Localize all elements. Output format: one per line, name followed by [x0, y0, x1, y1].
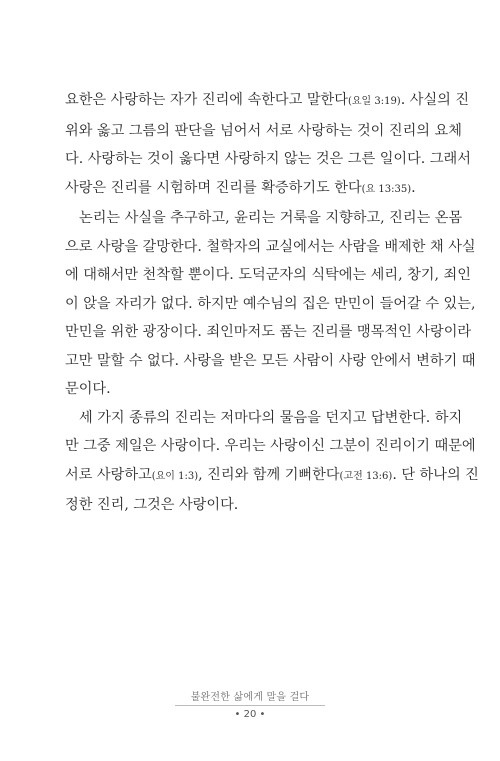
text-line: [65, 233, 476, 262]
text-segment: 만민을 위한 광장이다. 죄인마저도 품는 진리를 맹목적인 사랑이라: [65, 324, 472, 340]
scripture-reference: (요일 3:19): [347, 96, 401, 107]
text-segment: 고만 말할 수 없다. 사랑을 받은 모든 사람이 사랑 안에서 변하기 때: [65, 352, 476, 369]
text-segment: 문이다.: [65, 381, 111, 397]
text-line: [65, 461, 479, 492]
text-segment: 다. 사랑하는 것이 옳다면 사랑하지 않는 것은 그른 일이다. 그래서: [65, 151, 471, 167]
text-line: [65, 145, 471, 174]
text-segment: 요한은 사랑하는 자가 진리에 속한다고 말한다: [65, 92, 348, 108]
text-line: [65, 174, 445, 205]
text-segment: . 단 하나의 진: [392, 466, 479, 483]
text-line: [65, 261, 471, 290]
text-line: [65, 290, 476, 319]
text-line: [65, 491, 445, 520]
text-segment: , 진리와 함께 기뻐한다: [198, 466, 340, 483]
text-segment: .: [411, 179, 416, 196]
text-segment: 세 가지 종류의 진리는 저마다의 물음을 던지고 답변한다. 하지: [79, 409, 463, 426]
text-segment: 서로 사랑하고: [65, 466, 152, 483]
text-segment: 에 대해서만 천착할 뿐이다. 도덕군자의 식탁에는 세리, 창기, 죄인: [65, 267, 471, 283]
scripture-reference: (요이 1:3): [151, 470, 199, 482]
text-line: [65, 347, 476, 376]
text-segment: 으로 사랑을 갈망한다. 철학자의 교실에서는 사람을 배제한 채 사실: [65, 238, 476, 255]
paragraph: [65, 86, 471, 204]
body-text: [65, 86, 479, 520]
text-segment: 위와 옳고 그름의 판단을 넘어서 서로 사랑하는 것이 진리의 요체: [65, 122, 462, 139]
page-number: • 20 •: [234, 709, 266, 720]
text-segment: . 사실의 진: [400, 92, 470, 108]
text-line: [65, 375, 445, 404]
text-segment: 만 그중 제일은 사랑이다. 우리는 사랑이신 그분이 진리이기 때문에: [65, 438, 476, 454]
scripture-reference: (요 13:35): [361, 183, 412, 195]
text-line: [65, 204, 463, 233]
text-line: [65, 318, 472, 347]
text-line: [65, 432, 476, 461]
text-segment: 사랑은 진리를 시험하며 진리를 확증하기도 한다: [65, 179, 362, 196]
running-footer-title: 불완전한 삶에게 말을 걸다: [190, 692, 310, 703]
text-segment: 이 앉을 자리가 없다. 하지만 예수님의 집은 만민이 들어갈 수 있는,: [65, 295, 476, 312]
text-line: [65, 404, 463, 433]
scripture-reference: (고전 13:6): [339, 470, 393, 482]
paragraph: [65, 404, 479, 520]
text-line: [65, 86, 470, 117]
paragraph: [65, 204, 476, 404]
text-segment: 논리는 사실을 추구하고, 윤리는 거룩을 지향하고, 진리는 온몸: [79, 210, 463, 226]
text-segment: 정한 진리, 그것은 사랑이다.: [65, 497, 239, 513]
text-line: [65, 117, 462, 146]
footer-divider: [175, 705, 325, 706]
